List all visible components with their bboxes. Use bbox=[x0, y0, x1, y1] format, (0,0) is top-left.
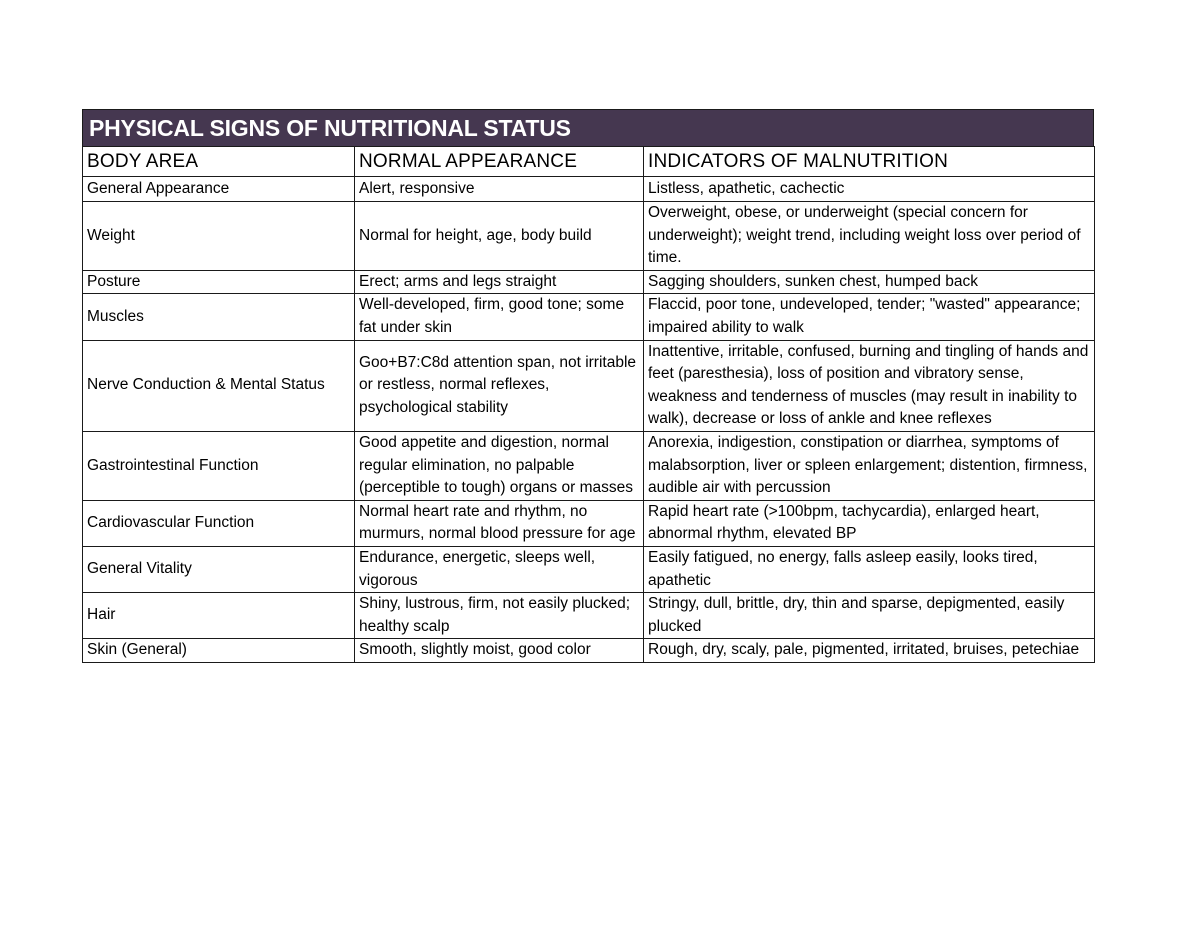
cell-normal-appearance: Goo+B7:C8d attention span, not irritable or restless, normal reflexes, psychological stability bbox=[355, 340, 644, 431]
cell-malnutrition-indicators: Listless, apathetic, cachectic bbox=[644, 177, 1095, 202]
cell-normal-appearance: Normal for height, age, body build bbox=[355, 202, 644, 271]
cell-normal-appearance: Erect; arms and legs straight bbox=[355, 270, 644, 294]
table-row bbox=[83, 340, 1095, 431]
nutrition-table bbox=[82, 146, 1095, 663]
cell-malnutrition-indicators: Inattentive, irritable, confused, burning and tingling of hands and feet (paresthesia), loss of position and vibratory sense, weakness and tenderness of muscles (may result in inability to walk), decrease or loss of ankle and knee reflexes bbox=[644, 340, 1095, 431]
header-normal-appearance: NORMAL APPEARANCE bbox=[355, 147, 644, 177]
cell-malnutrition-indicators: Rough, dry, scaly, pale, pigmented, irritated, bruises, petechiae bbox=[644, 639, 1095, 663]
table-row bbox=[83, 270, 1095, 294]
table-row bbox=[83, 593, 1095, 639]
cell-malnutrition-indicators: Anorexia, indigestion, constipation or diarrhea, symptoms of malabsorption, liver or spleen enlargement; distention, firmness, audible air with percussion bbox=[644, 431, 1095, 500]
cell-malnutrition-indicators: Overweight, obese, or underweight (special concern for underweight); weight trend, including weight loss over period of time. bbox=[644, 202, 1095, 271]
table-row bbox=[83, 177, 1095, 202]
cell-body-area: Gastrointestinal Function bbox=[83, 431, 355, 500]
table-row bbox=[83, 202, 1095, 271]
cell-normal-appearance: Endurance, energetic, sleeps well, vigorous bbox=[355, 546, 644, 592]
table-row bbox=[83, 431, 1095, 500]
cell-malnutrition-indicators: Flaccid, poor tone, undeveloped, tender; "wasted" appearance; impaired ability to walk bbox=[644, 294, 1095, 340]
cell-body-area: Cardiovascular Function bbox=[83, 500, 355, 546]
sheet-title: PHYSICAL SIGNS OF NUTRITIONAL STATUS bbox=[82, 109, 1094, 146]
table-row bbox=[83, 546, 1095, 592]
cell-body-area: General Appearance bbox=[83, 177, 355, 202]
header-row bbox=[83, 147, 1095, 177]
cell-malnutrition-indicators: Rapid heart rate (>100bpm, tachycardia), enlarged heart, abnormal rhythm, elevated BP bbox=[644, 500, 1095, 546]
cell-malnutrition-indicators: Sagging shoulders, sunken chest, humped back bbox=[644, 270, 1095, 294]
nutrition-status-sheet bbox=[82, 109, 1094, 663]
cell-normal-appearance: Smooth, slightly moist, good color bbox=[355, 639, 644, 663]
cell-body-area: General Vitality bbox=[83, 546, 355, 592]
cell-malnutrition-indicators: Easily fatigued, no energy, falls asleep easily, looks tired, apathetic bbox=[644, 546, 1095, 592]
header-body-area: BODY AREA bbox=[83, 147, 355, 177]
cell-normal-appearance: Normal heart rate and rhythm, no murmurs, normal blood pressure for age bbox=[355, 500, 644, 546]
cell-normal-appearance: Good appetite and digestion, normal regular elimination, no palpable (perceptible to tough) organs or masses bbox=[355, 431, 644, 500]
cell-normal-appearance: Shiny, lustrous, firm, not easily plucked; healthy scalp bbox=[355, 593, 644, 639]
cell-normal-appearance: Well-developed, firm, good tone; some fat under skin bbox=[355, 294, 644, 340]
cell-body-area: Nerve Conduction & Mental Status bbox=[83, 340, 355, 431]
header-indicators-of-malnutrition: INDICATORS OF MALNUTRITION bbox=[644, 147, 1095, 177]
table-row bbox=[83, 294, 1095, 340]
table-row bbox=[83, 500, 1095, 546]
table-row bbox=[83, 639, 1095, 663]
cell-body-area: Skin (General) bbox=[83, 639, 355, 663]
cell-body-area: Hair bbox=[83, 593, 355, 639]
cell-body-area: Weight bbox=[83, 202, 355, 271]
cell-normal-appearance: Alert, responsive bbox=[355, 177, 644, 202]
cell-body-area: Posture bbox=[83, 270, 355, 294]
cell-malnutrition-indicators: Stringy, dull, brittle, dry, thin and sparse, depigmented, easily plucked bbox=[644, 593, 1095, 639]
cell-body-area: Muscles bbox=[83, 294, 355, 340]
